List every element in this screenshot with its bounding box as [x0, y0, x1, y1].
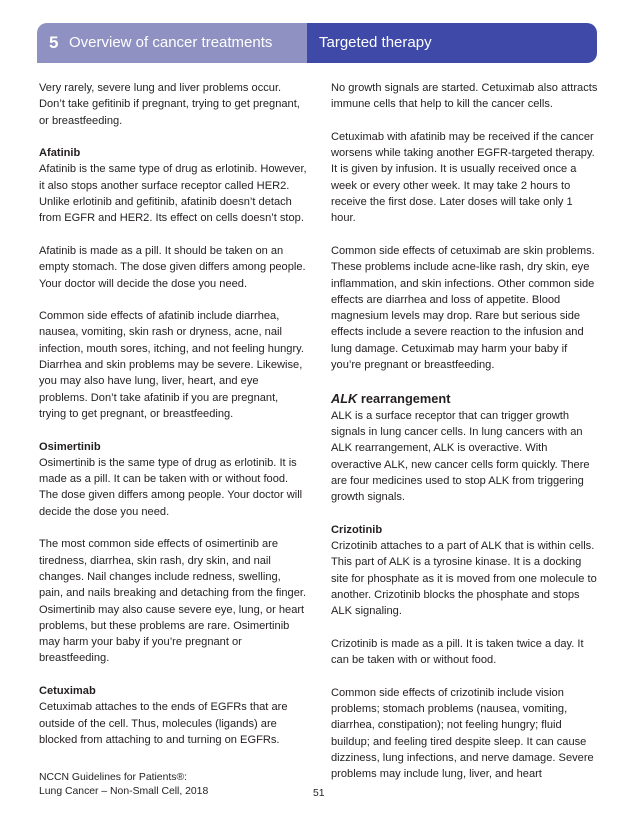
alk-heading-rest: rearrangement [357, 390, 451, 406]
osimertinib-heading: Osimertinib [39, 440, 101, 453]
paragraph: No growth signals are started. Cetuximab also attracts immune cells that help to kill the cancer cells. [331, 82, 598, 111]
page-number: 51 [313, 788, 325, 799]
paragraph: Common side effects of crizotinib include vision problems; stomach problems (nausea, vomiting, diarrhea, constipation); not feeling hungry; fluid buildup; and feeling tired despite sleep. It can cause dizziness, lung infections, and nerve damage. Severe problems may include lung, liver, and heart [331, 686, 594, 781]
paragraph: ALK is a surface receptor that can trigger growth signals in lung cancer cells. In lung cancers with an ALK rearrangement, ALK is overactive. With overactive ALK, new cancer cells form quickly. There are four medicines used to stop ALK from triggering growth signals. [331, 409, 590, 504]
paragraph: The most common side effects of osimertinib are tiredness, diarrhea, skin rash, dry skin, and nail changes. Nail changes include redness, swelling, pain, and nails breaking and detaching from the finger. Osimertinib may also cause severe eye, lung, or heart problems, but these problems are rare. Osimertinib may harm your baby if you’re pregnant or breastfeeding. [39, 538, 307, 665]
chapter-title: Overview of cancer treatments [69, 34, 273, 51]
paragraph: Afatinib is made as a pill. It should be taken on an empty stomach. The dose given differs among people. Your doctor will decide the dose you need. [39, 244, 306, 290]
paragraph: Crizotinib attaches to a part of ALK that is within cells. This part of ALK is a tyrosine kinase. It is a docking site for phosphate as it is moved from one molecule to another. Crizotinib blocks the phosphate and stops ALK signaling. [331, 540, 597, 618]
alk-rearrangement-heading [331, 390, 599, 408]
paragraph: Cetuximab with afatinib may be received if the cancer worsens while taking another EGFR-targeted therapy. It is given by infusion. It is usually received once a week or every other week. It may take 2 hours to receive the first dose. Later doses will take only 1 hour. [331, 130, 595, 225]
paragraph: Osimertinib is the same type of drug as erlotinib. It is made as a pill. It can be taken with or without food. The dose given differs among people. Your doctor will decide the dose you need. [39, 456, 303, 518]
paragraph: Common side effects of cetuximab are skin problems. These problems include acne-like rash, dry skin, eye inflammation, and skin infections. Other common side effects are diarrhea and loss of appetite. Blood magnesium levels may drop. Rare but serious side effects include a severe reaction to the infusion and lung damage. Cetuximab may harm your baby if you’re pregnant or breastfeeding. [331, 244, 595, 372]
footer [39, 771, 208, 799]
paragraph: Very rarely, severe lung and liver problems occur. Don’t take gefitinib if pregnant, trying to get pregnant, or breastfeeding. [39, 82, 300, 127]
afatinib-heading: Afatinib [39, 147, 81, 160]
chapter-banner [37, 23, 597, 63]
chapter-number: 5 [49, 33, 59, 52]
footer-line-2: Lung Cancer – Non-Small Cell, 2018 [39, 786, 209, 797]
crizotinib-heading: Crizotinib [331, 523, 383, 536]
chapter-tab [37, 23, 307, 63]
paragraph: Common side effects of afatinib include diarrhea, nausea, vomiting, skin rash or dryness, acne, nail infection, mouth sores, itching, and not feeling hungry. Diarrhea and skin problems may be severe. Likewise, you may also have lung, liver, heart, and eye problems. Don’t take afatinib if you are pregnant, trying to get pregnant, or breastfeeding. [39, 310, 304, 420]
section-tab [307, 23, 597, 63]
paragraph: Cetuximab attaches to the ends of EGFRs that are outside of the cell. Thus, molecules (ligands) are blocked from attaching to and turning on EGFRs. [39, 701, 288, 746]
left-column [39, 80, 307, 764]
paragraph: Afatinib is the same type of drug as erlotinib. However, it also stops another surface receptor called HER2. Unlike erlotinib and gefitinib, afatinib doesn’t detach from EGFR and HER2. Its effect on cells doesn’t stop. [39, 163, 307, 225]
paragraph: Crizotinib is made as a pill. It is taken twice a day. It can be taken with or without food. [331, 637, 584, 667]
cetuximab-heading: Cetuximab [39, 684, 96, 697]
section-title: Targeted therapy [319, 34, 432, 51]
footer-line-1: NCCN Guidelines for Patients®: [39, 772, 187, 783]
right-column [331, 80, 599, 799]
alk-heading-italic: ALK [331, 390, 358, 406]
